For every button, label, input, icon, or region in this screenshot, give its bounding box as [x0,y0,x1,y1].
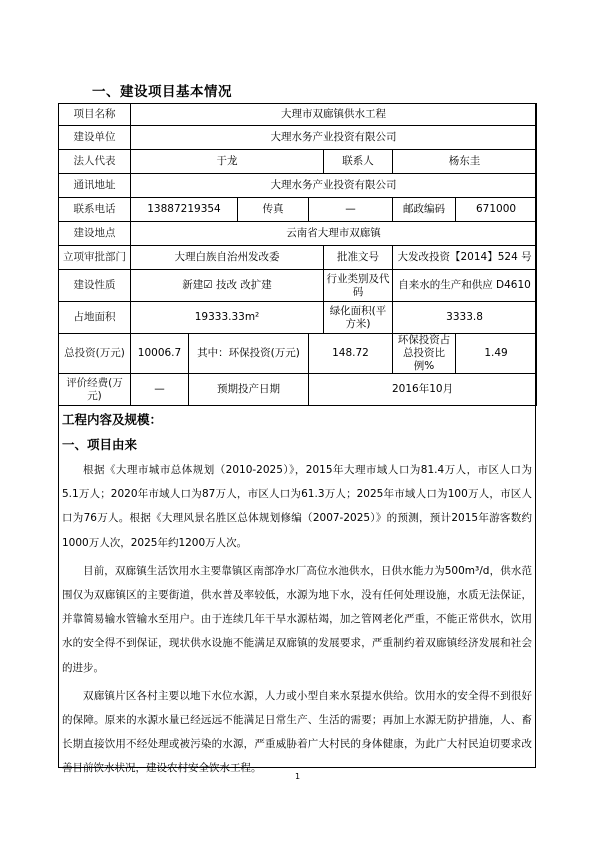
row-project-name [59,104,537,126]
row-builder [59,126,537,150]
contact-label: 联系人 [324,150,393,174]
project-info-table [58,103,537,406]
production-date-label: 预期投产日期 [189,374,309,406]
fax-label: 传真 [238,198,309,222]
paragraph-3: 双廊镇片区各村主要以地下水位水源，人力或小型自来水泵提水供给。饮用水的安全得不到很好的保障。原来的水源水量已经远远不能满足日常生产、生活的需要；再加上水源无防护措施，人、畜长期直接饮用不经处理或被污染的水源，严重威胁着广大村民的身体健康，为此广大村民迫切要求改善目前饮水状况，建设农村安全饮水工程。 [62,689,532,775]
page-heading: 一、建设项目基本情况 [92,84,232,100]
row-legal [59,150,537,174]
env-ratio-label: 环保投资占总投资比例% [393,334,456,374]
page-number: 1 [294,772,301,781]
legal-label: 法人代表 [59,150,131,174]
env-investment-value: 148.72 [309,334,393,374]
phone-value: 13887219354 [131,198,238,222]
row-address [59,174,537,198]
legal-value: 于龙 [131,150,324,174]
green-area-value: 3333.8 [393,302,537,334]
row-approval [59,246,537,270]
investment-label: 总投资(万元) [59,334,131,374]
investment-value: 10006.7 [131,334,189,374]
production-date-value: 2016年10月 [309,374,537,406]
section-heading: 一、项目由来 [62,437,138,452]
area-label: 占地面积 [59,302,131,334]
row-investment [59,334,537,374]
builder-label: 建设单位 [59,126,131,150]
fax-value: — [309,198,393,222]
contact-value: 杨东圭 [393,150,537,174]
row-evaluation [59,374,537,406]
postal-label: 邮政编码 [393,198,456,222]
industry-label: 行业类别及代码 [324,270,393,302]
phone-label: 联系电话 [59,198,131,222]
content-title: 工程内容及规模： [62,412,163,427]
nature-label: 建设性质 [59,270,131,302]
location-label: 建设地点 [59,222,131,246]
env-investment-label: 其中：环保投资(万元) [189,334,309,374]
evaluation-label: 评价经费(万元) [59,374,131,406]
row-area [59,302,537,334]
row-nature [59,270,537,302]
builder-value: 大理水务产业投资有限公司 [131,126,537,150]
postal-value: 671000 [456,198,537,222]
area-value: 19333.33m² [131,302,324,334]
row-location [59,222,537,246]
project-name-label: 项目名称 [59,104,131,126]
green-area-label: 绿化面积(平方米) [324,302,393,334]
industry-value: 自来水的生产和供应 D4610 [393,270,537,302]
paragraph-2: 目前，双廊镇生活饮用水主要靠镇区南部净水厂高位水池供水，日供水能力为500m³/d，供水范围仅为双廊镇区的主要街道，供水普及率较低，水源为地下水，没有任何处理设施，水质无法保证，并靠简易输水管输水至用户。由于连续几年干旱水源枯竭，加之管网老化严重，不能正常供水，饮用水的安全得不到保证，现状供水设施不能满足双廊镇的发展要求，严重制约着双廊镇经济发展和社会的进步。 [62,564,532,674]
approval-value: 大理白族自治州发改委 [131,246,324,270]
env-ratio-value: 1.49 [456,334,537,374]
row-phone [59,198,537,222]
address-value: 大理水务产业投资有限公司 [131,174,537,198]
doc-number-label: 批准文号 [324,246,393,270]
approval-label: 立项审批部门 [59,246,131,270]
paragraph-1: 根据《大理市城市总体规划（2010-2025）》，2015年大理市域人口为81.4万人，市区人口为5.1万人；2020年市域人口为87万人，市区人口为61.3万人；2025年市域人口为100万人，市区人口为76万人。根据《大理风景名胜区总体规划修编（2007-2025）》的预测，预计2015年游客数约1000万人次，2025年约1200万人次。 [62,464,532,549]
doc-number-value: 大发改投资【2014】524 号 [393,246,537,270]
location-value: 云南省大理市双廊镇 [131,222,537,246]
nature-value: 新建☑ 技改 改扩建 [131,270,324,302]
evaluation-value: — [131,374,189,406]
project-name-value: 大理市双廊镇供水工程 [131,104,537,126]
project-content [62,411,532,781]
address-label: 通讯地址 [59,174,131,198]
